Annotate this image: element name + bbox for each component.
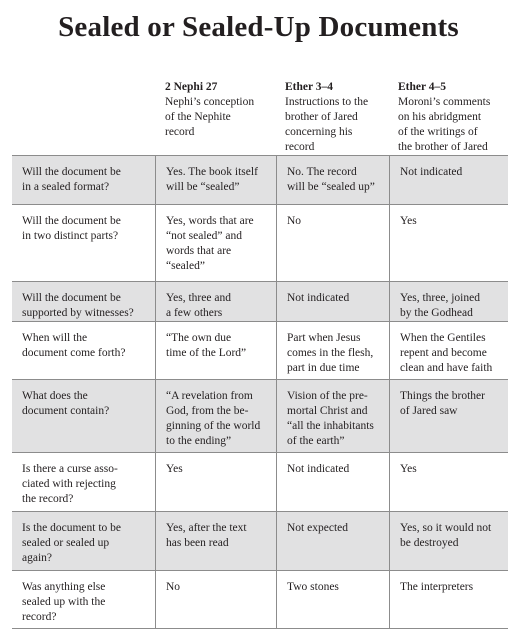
table-row: [12, 281, 508, 321]
table-cell: No: [155, 571, 276, 628]
row-question: Will the document be supported by witnesses?: [22, 292, 134, 319]
table-cell: No. The record will be “sealed up”: [276, 156, 389, 204]
table-cell: Yes, three, joined by the Godhead: [389, 282, 508, 321]
table-cell: Yes, after the text has been read: [155, 512, 276, 570]
table-cell: Yes: [389, 453, 508, 511]
table-row: [12, 321, 508, 379]
table-cell: Not expected: [276, 512, 389, 570]
table-row: [12, 452, 508, 511]
row-question: Is the document to be sealed or sealed up again?: [22, 522, 122, 564]
table-row: [12, 155, 508, 204]
table-row: [12, 570, 508, 629]
table-cell: The interpreters: [389, 571, 508, 628]
page-title: Sealed or Sealed-Up Documents: [58, 11, 459, 43]
comparison-table: [12, 155, 508, 629]
table-cell: When the Gentiles repent and become clean and have faith: [389, 322, 508, 379]
column-header-2-nephi-27: [165, 80, 254, 140]
column-header-reference: 2 Nephi 27: [165, 81, 218, 93]
table-cell: Part when Jesus comes in the flesh, part in due time: [276, 322, 389, 379]
table-cell: Two stones: [276, 571, 389, 628]
row-question: Will the document be in two distinct parts?: [22, 215, 121, 242]
column-header-description: Instructions to the brother of Jared concerning his record: [285, 96, 369, 153]
table-cell: Vision of the pre- mortal Christ and “all the inhabitants of the earth”: [276, 380, 389, 452]
table-cell: Not indicated: [389, 156, 508, 204]
column-header-description: Nephi’s conception of the Nephite record: [165, 96, 255, 138]
table-row: [12, 379, 508, 452]
table-row: [12, 511, 508, 570]
column-header-ether-4-5: [398, 80, 490, 155]
table-cell: Yes. The book itself will be “sealed”: [155, 156, 276, 204]
row-question: Is there a curse asso- ciated with rejecting the record?: [22, 463, 118, 505]
table-cell: Yes, words that are “not sealed” and words that are “sealed”: [155, 205, 276, 281]
table-cell: Yes, three and a few others: [155, 282, 276, 321]
table-cell: Yes: [389, 205, 508, 281]
column-header-reference: Ether 4–5: [398, 81, 447, 93]
row-question: Will the document be in a sealed format?: [22, 166, 121, 193]
table-cell: “A revelation from God, from the be- ginning of the world to the ending”: [155, 380, 276, 452]
table-cell: “The own due time of the Lord”: [155, 322, 276, 379]
column-header-reference: Ether 3–4: [285, 81, 334, 93]
table-cell: Yes, so it would not be destroyed: [389, 512, 508, 570]
row-question: Was anything else sealed up with the record?: [22, 581, 106, 623]
table-cell: No: [276, 205, 389, 281]
column-header-description: Moroni’s comments on his abridgment of the writings of the brother of Jared: [398, 96, 491, 153]
table-cell: Yes: [155, 453, 276, 511]
table-cell: Not indicated: [276, 453, 389, 511]
table-row: [12, 204, 508, 281]
column-header-ether-3-4: [285, 80, 368, 155]
row-question: What does the document contain?: [22, 390, 110, 417]
row-question: When will the document come forth?: [22, 332, 126, 359]
table-cell: Not indicated: [276, 282, 389, 321]
table-cell: Things the brother of Jared saw: [389, 380, 508, 452]
